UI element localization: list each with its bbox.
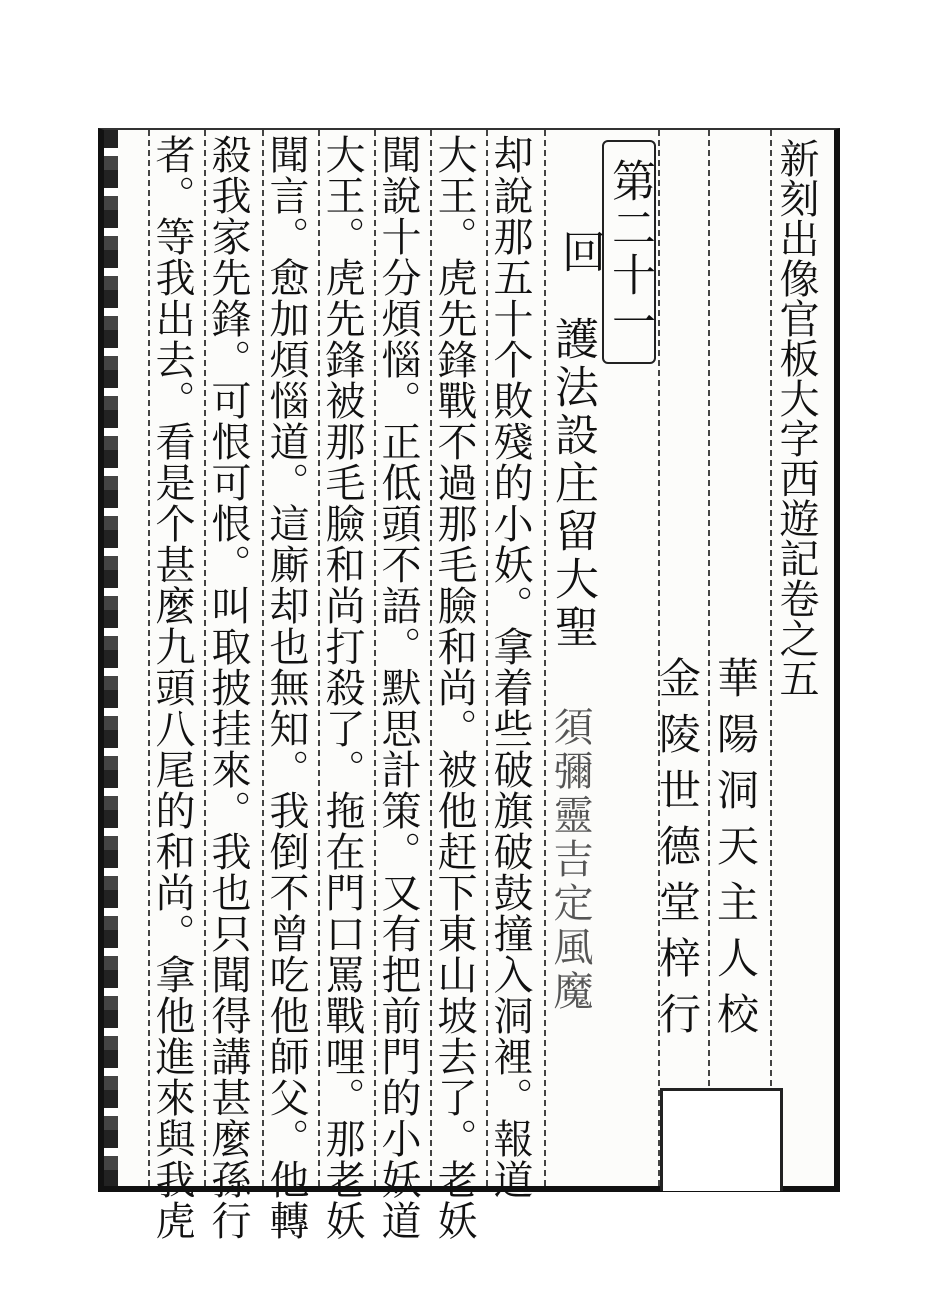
column-rule xyxy=(708,130,710,1186)
body-column-1: 却說那五十个敗殘的小妖。拿着些破旗破鼓撞入洞裡。報道 xyxy=(487,134,533,1200)
body-column-6: 殺我家先鋒。可恨可恨。叫取披挂來。我也只聞得講甚麼孫行 xyxy=(205,134,251,1241)
chapter-title-line2: 須彌靈吉定風魔 xyxy=(547,706,593,1014)
proofreader-line: 華陽洞天主人校 xyxy=(711,656,760,1048)
publisher-line: 金陵世德堂梓行 xyxy=(653,656,702,1048)
column-rule xyxy=(544,130,546,1186)
chapter-title-line1: 護法設庄留大聖 xyxy=(547,316,598,652)
body-column-3: 聞說十分煩惱。正低頭不語。默思計策。又有把前門的小妖道 xyxy=(375,134,421,1241)
body-column-2: 大王。虎先鋒戰不過那毛臉和尚。被他赶下東山坡去了。老妖 xyxy=(431,134,477,1241)
book-page xyxy=(98,128,840,1241)
body-column-5: 聞言。愈加煩惱道。這廝却也無知。我倒不曾吃他師父。他轉 xyxy=(263,134,309,1241)
body-column-7: 者。等我出去。看是个甚麼九頭八尾的和尚。拿他進來與我虎 xyxy=(149,134,195,1241)
torn-edge xyxy=(104,130,118,1186)
body-column-4: 大王。虎先鋒被那毛臉和尚打殺了。拖在門口罵戰哩。那老妖 xyxy=(319,134,365,1241)
blank-cartouche xyxy=(720,1088,783,1191)
column-rule xyxy=(770,130,772,1186)
chapter-number: 第二十一回 xyxy=(602,140,656,364)
blank-cartouche xyxy=(660,1088,726,1191)
book-title: 新刻出像官板大字西遊記卷之五 xyxy=(773,138,819,698)
